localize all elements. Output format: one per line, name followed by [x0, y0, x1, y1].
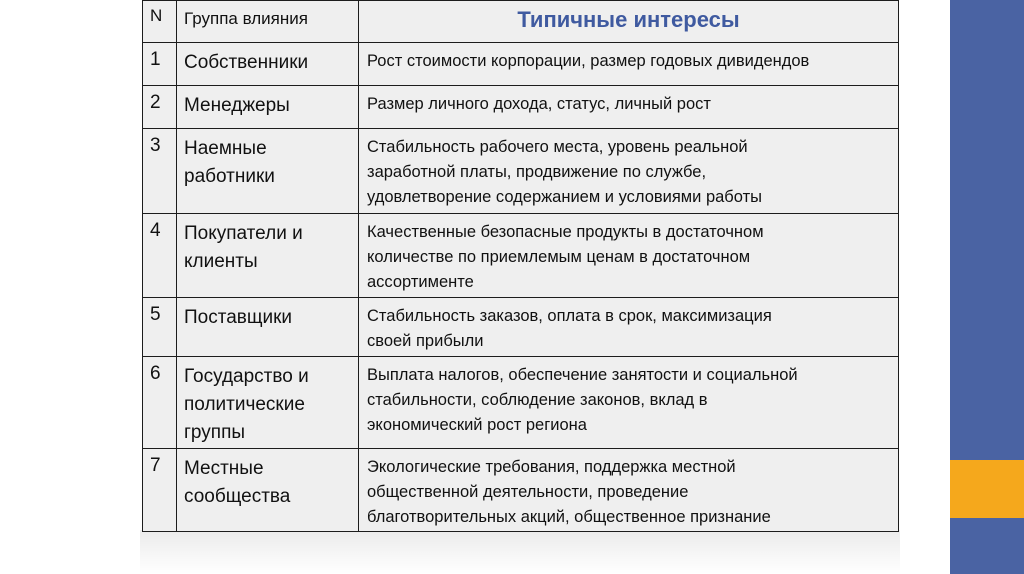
table-row — [143, 298, 899, 357]
row-interests: Экологические требования, поддержка местной общественной деятельности, проведение благотворительных акций, общественное признание — [359, 449, 899, 532]
row-interests: Стабильность заказов, оплата в срок, максимизация своей прибыли — [359, 298, 899, 357]
table-row — [143, 129, 899, 214]
row-number: 3 — [143, 129, 177, 214]
table-shadow — [140, 530, 900, 574]
row-interests: Рост стоимости корпорации, размер годовых дивидендов — [359, 43, 899, 86]
row-interests: Размер личного дохода, статус, личный рост — [359, 86, 899, 129]
table-row — [143, 86, 899, 129]
row-group: Собственники — [177, 43, 359, 86]
row-number: 5 — [143, 298, 177, 357]
row-group: Государство и политические группы — [177, 357, 359, 449]
row-number: 2 — [143, 86, 177, 129]
row-interests: Качественные безопасные продукты в достаточном количестве по приемлемым ценам в достаточном ассортименте — [359, 214, 899, 298]
header-interests: Типичные интересы — [359, 1, 899, 43]
row-group: Местные сообщества — [177, 449, 359, 532]
row-group: Наемные работники — [177, 129, 359, 214]
table-header-row — [143, 1, 899, 43]
row-number: 6 — [143, 357, 177, 449]
row-group: Менеджеры — [177, 86, 359, 129]
table-row — [143, 449, 899, 532]
row-number: 4 — [143, 214, 177, 298]
header-number: N — [143, 1, 177, 43]
table-row — [143, 214, 899, 298]
table-row — [143, 43, 899, 86]
row-number: 1 — [143, 43, 177, 86]
row-interests: Стабильность рабочего места, уровень реальной заработной платы, продвижение по службе, удовлетворение содержанием и условиями работы — [359, 129, 899, 214]
row-interests: Выплата налогов, обеспечение занятости и социальной стабильности, соблюдение законов, вклад в экономический рост региона — [359, 357, 899, 449]
row-group: Покупатели и клиенты — [177, 214, 359, 298]
table-row — [143, 357, 899, 449]
header-group: Группа влияния — [177, 1, 359, 43]
row-group: Поставщики — [177, 298, 359, 357]
stakeholder-interests-table — [142, 0, 899, 532]
row-number: 7 — [143, 449, 177, 532]
decorative-side-accent — [950, 460, 1024, 518]
